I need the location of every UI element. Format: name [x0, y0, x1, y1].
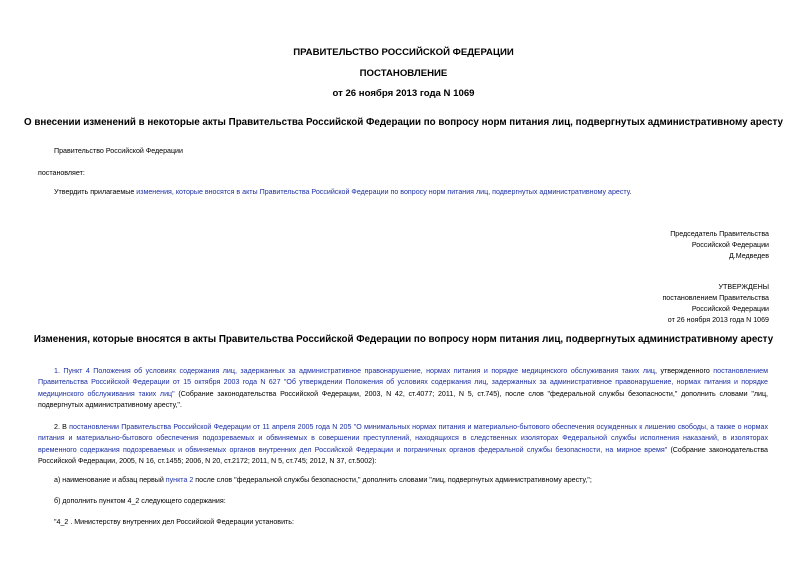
item-1 — [38, 366, 768, 411]
document-date-number: от 26 ноября 2013 года N 1069 — [332, 88, 475, 99]
approved-line-2: постановлением Правительства — [662, 294, 769, 302]
approve-suffix: . — [629, 188, 632, 196]
item-2-text-1: (Собрание законодательства Российской Федерации, 2005, N 16, ст.1455; 2006, N 20, ст.2172; 2011, N 5, ст.745; 2012, N 37, ст.5002): — [38, 445, 768, 465]
preamble-government: Правительство Российской Федерации — [54, 147, 183, 155]
quoted-paragraph: "4_2 . Министерству внутренних дел Российской Федерации установить: — [54, 518, 294, 526]
item-1-text-2: (Собрание законодательства Российской Федерации, 2003, N 42, ст.4077; 2011, N 5, ст.745), после слов "федеральной службы безопасности," дополнить словами "лиц, подвергнутых административному аресту,". — [38, 389, 769, 409]
signature-name: Д.Медведев — [728, 252, 769, 260]
approved-line-4: от 26 ноября 2013 года N 1069 — [667, 316, 769, 324]
sub-item-b: б) дополнить пунктом 4_2 следующего содержания: — [54, 497, 226, 505]
approved-heading: УТВЕРЖДЕНЫ — [718, 283, 769, 291]
item-1-link-resolution[interactable]: постановлением Правительства Российской Федерации от 15 октября 2003 года N 627 "Об утверждении Положения об условиях содержания лиц, задержанных за административное правонарушение, нормах питания и порядке медицинского обслуживания таких лиц" — [38, 367, 768, 398]
item-1-link-regulation[interactable]: 1. Пункт 4 Положения об условиях содержания лиц, задержанных за административное правонарушение, нормах питания и порядке медицинского обслуживания таких лиц — [54, 367, 655, 375]
approve-prefix: Утвердить прилагаемые — [54, 188, 137, 196]
sub-a-suffix: после слов "федеральной службы безопасности," дополнить словами "лиц, подвергнутых административному аресту,"; — [193, 476, 592, 484]
item-2-text-0: 2. В — [54, 423, 70, 431]
preamble-approve — [54, 187, 632, 198]
document-type: ПОСТАНОВЛЕНИЕ — [359, 68, 448, 79]
changes-link[interactable]: изменения, которые вносятся в акты Правительства Российской Федерации по вопросу норм питания лиц, подвергнутых административному аресту — [136, 188, 630, 196]
signature-title-1: Председатель Правительства — [670, 230, 769, 238]
signature-title-2: Российской Федерации — [691, 241, 769, 249]
changes-title: Изменения, которые вносятся в акты Правительства Российской Федерации по вопросу норм питания лиц, подвергнутых административному аресту — [33, 334, 774, 345]
sub-a-prefix: а) наименование и абзац первый — [54, 476, 166, 484]
sub-item-a — [54, 475, 592, 486]
preamble-resolves: постановляет: — [38, 169, 85, 177]
sub-a-link[interactable]: пункта 2 — [165, 476, 194, 484]
item-1-text-1: , утвержденного — [655, 367, 714, 375]
document-title: О внесении изменений в некоторые акты Правительства Российской Федерации по вопросу норм питания лиц, подвергнутых административному аресту — [24, 117, 783, 128]
item-2 — [38, 422, 768, 467]
item-2-link-resolution[interactable]: постановлении Правительства Российской Федерации от 11 апреля 2005 года N 205 "О минимальных нормах питания и материально-бытового обеспечения осужденных к лишению свободы, а также о нормах питания и материально-бытового обеспечения подозреваемых и обвиняемых в совершении преступлений, находящихся в следственных изоляторах Федеральной службы исполнения наказаний, в изоляторах временного содержания подозреваемых и обвиняемых органов внутренних дел Российской Федерации и пограничных органов федеральной службы безопасности, на мирное время" — [38, 423, 768, 454]
government-heading: ПРАВИТЕЛЬСТВО РОССИЙСКОЙ ФЕДЕРАЦИИ — [293, 47, 514, 58]
approved-line-3: Российской Федерации — [691, 305, 769, 313]
